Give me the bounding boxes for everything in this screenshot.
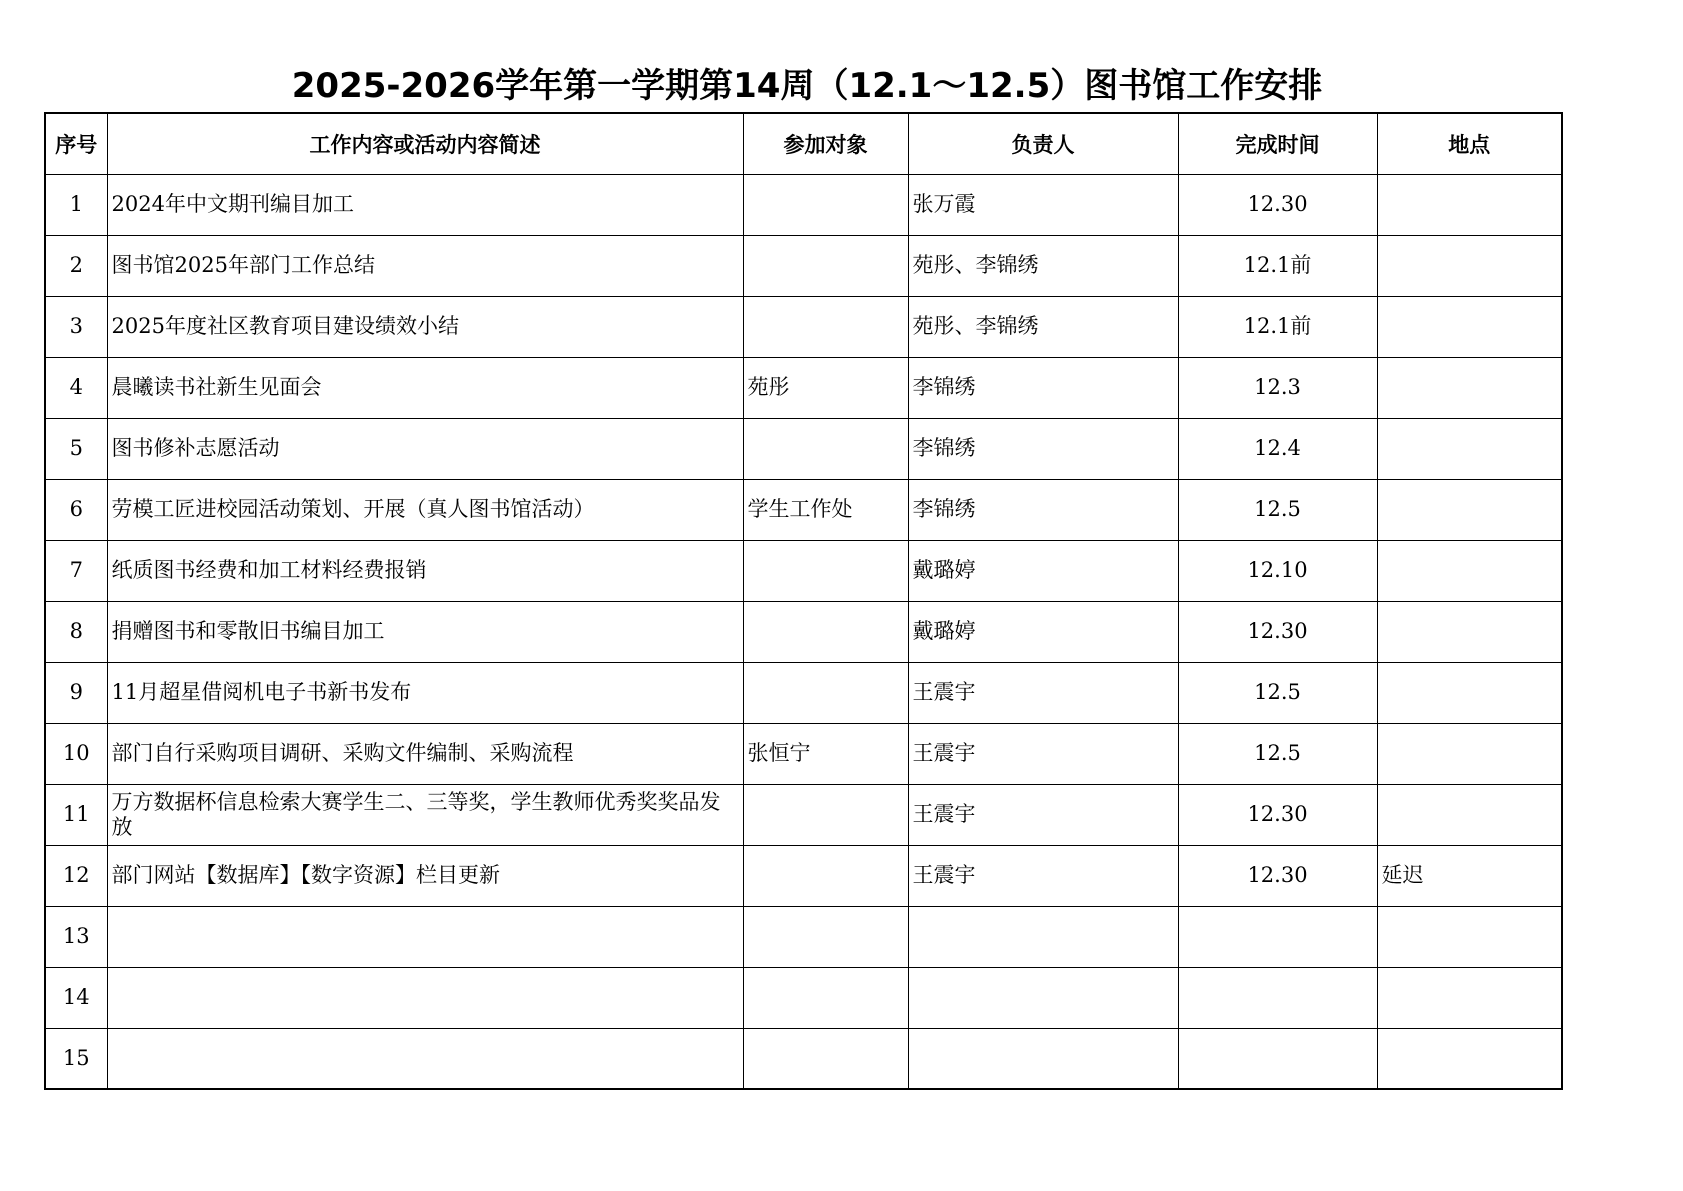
table-row [45,235,1562,296]
cell-no: 10 [45,723,107,784]
cell-desc: 劳模工匠进校园活动策划、开展（真人图书馆活动） [107,479,743,540]
cell-desc: 2025年度社区教育项目建设绩效小结 [107,296,743,357]
header-deadline: 完成时间 [1178,113,1377,174]
header-place: 地点 [1377,113,1562,174]
cell-owner: 王震宇 [908,723,1178,784]
cell-participants [743,906,908,967]
cell-deadline: 12.30 [1178,601,1377,662]
cell-deadline: 12.3 [1178,357,1377,418]
table-row [45,845,1562,906]
table-row [45,357,1562,418]
cell-owner [908,906,1178,967]
cell-participants: 苑彤 [743,357,908,418]
cell-place [1377,479,1562,540]
cell-owner: 戴璐婷 [908,540,1178,601]
cell-desc: 2024年中文期刊编目加工 [107,174,743,235]
cell-no: 8 [45,601,107,662]
cell-deadline: 12.5 [1178,662,1377,723]
cell-deadline: 12.5 [1178,723,1377,784]
cell-desc [107,1028,743,1089]
cell-desc: 晨曦读书社新生见面会 [107,357,743,418]
cell-no: 14 [45,967,107,1028]
cell-owner: 苑彤、李锦绣 [908,296,1178,357]
cell-desc: 纸质图书经费和加工材料经费报销 [107,540,743,601]
table-row [45,662,1562,723]
cell-owner: 李锦绣 [908,479,1178,540]
cell-place [1377,418,1562,479]
cell-owner [908,967,1178,1028]
cell-no: 4 [45,357,107,418]
header-desc: 工作内容或活动内容简述 [107,113,743,174]
cell-participants [743,662,908,723]
cell-deadline [1178,906,1377,967]
cell-no: 1 [45,174,107,235]
cell-place [1377,174,1562,235]
cell-deadline: 12.30 [1178,845,1377,906]
cell-place: 延迟 [1377,845,1562,906]
work-schedule-table [44,112,1563,1090]
cell-owner: 王震宇 [908,662,1178,723]
cell-desc: 11月超星借阅机电子书新书发布 [107,662,743,723]
cell-deadline: 12.4 [1178,418,1377,479]
cell-desc: 部门网站【数据库】【数字资源】栏目更新 [107,845,743,906]
table-row [45,601,1562,662]
cell-participants [743,174,908,235]
cell-deadline [1178,1028,1377,1089]
cell-deadline: 12.30 [1178,784,1377,845]
cell-no: 7 [45,540,107,601]
cell-owner: 李锦绣 [908,418,1178,479]
cell-participants [743,235,908,296]
cell-desc [107,906,743,967]
table-row [45,418,1562,479]
cell-place [1377,723,1562,784]
cell-place [1377,235,1562,296]
cell-participants: 张恒宁 [743,723,908,784]
cell-deadline [1178,967,1377,1028]
cell-participants [743,845,908,906]
cell-desc: 部门自行采购项目调研、采购文件编制、采购流程 [107,723,743,784]
cell-no: 12 [45,845,107,906]
table-row [45,723,1562,784]
header-row [45,113,1562,174]
cell-owner: 王震宇 [908,845,1178,906]
cell-participants [743,601,908,662]
table-row [45,174,1562,235]
cell-place [1377,967,1562,1028]
cell-participants [743,967,908,1028]
header-participants: 参加对象 [743,113,908,174]
cell-owner: 张万霞 [908,174,1178,235]
cell-deadline: 12.30 [1178,174,1377,235]
cell-place [1377,601,1562,662]
table-row [45,479,1562,540]
cell-participants: 学生工作处 [743,479,908,540]
cell-desc: 图书修补志愿活动 [107,418,743,479]
cell-desc: 万方数据杯信息检索大赛学生二、三等奖，学生教师优秀奖奖品发放 [107,784,743,845]
cell-place [1377,540,1562,601]
cell-deadline: 12.5 [1178,479,1377,540]
cell-desc: 捐赠图书和零散旧书编目加工 [107,601,743,662]
cell-owner: 王震宇 [908,784,1178,845]
cell-owner: 李锦绣 [908,357,1178,418]
cell-no: 15 [45,1028,107,1089]
table-row [45,1028,1562,1089]
header-owner: 负责人 [908,113,1178,174]
cell-owner [908,1028,1178,1089]
cell-participants [743,784,908,845]
cell-owner: 戴璐婷 [908,601,1178,662]
cell-desc: 图书馆2025年部门工作总结 [107,235,743,296]
cell-deadline: 12.1前 [1178,296,1377,357]
cell-deadline: 12.10 [1178,540,1377,601]
cell-participants [743,418,908,479]
header-no: 序号 [45,113,107,174]
cell-place [1377,906,1562,967]
cell-participants [743,540,908,601]
cell-no: 2 [45,235,107,296]
cell-place [1377,1028,1562,1089]
cell-no: 9 [45,662,107,723]
cell-owner: 苑彤、李锦绣 [908,235,1178,296]
cell-no: 13 [45,906,107,967]
cell-participants [743,296,908,357]
cell-no: 5 [45,418,107,479]
cell-participants [743,1028,908,1089]
cell-place [1377,357,1562,418]
cell-place [1377,662,1562,723]
cell-deadline: 12.1前 [1178,235,1377,296]
page-title: 2025-2026学年第一学期第14周（12.1～12.5）图书馆工作安排 [291,66,1323,106]
cell-desc [107,967,743,1028]
table-row [45,540,1562,601]
cell-no: 3 [45,296,107,357]
table-row [45,906,1562,967]
cell-place [1377,784,1562,845]
cell-no: 11 [45,784,107,845]
table-row [45,296,1562,357]
cell-no: 6 [45,479,107,540]
cell-place [1377,296,1562,357]
table-row [45,784,1562,845]
table-row [45,967,1562,1028]
